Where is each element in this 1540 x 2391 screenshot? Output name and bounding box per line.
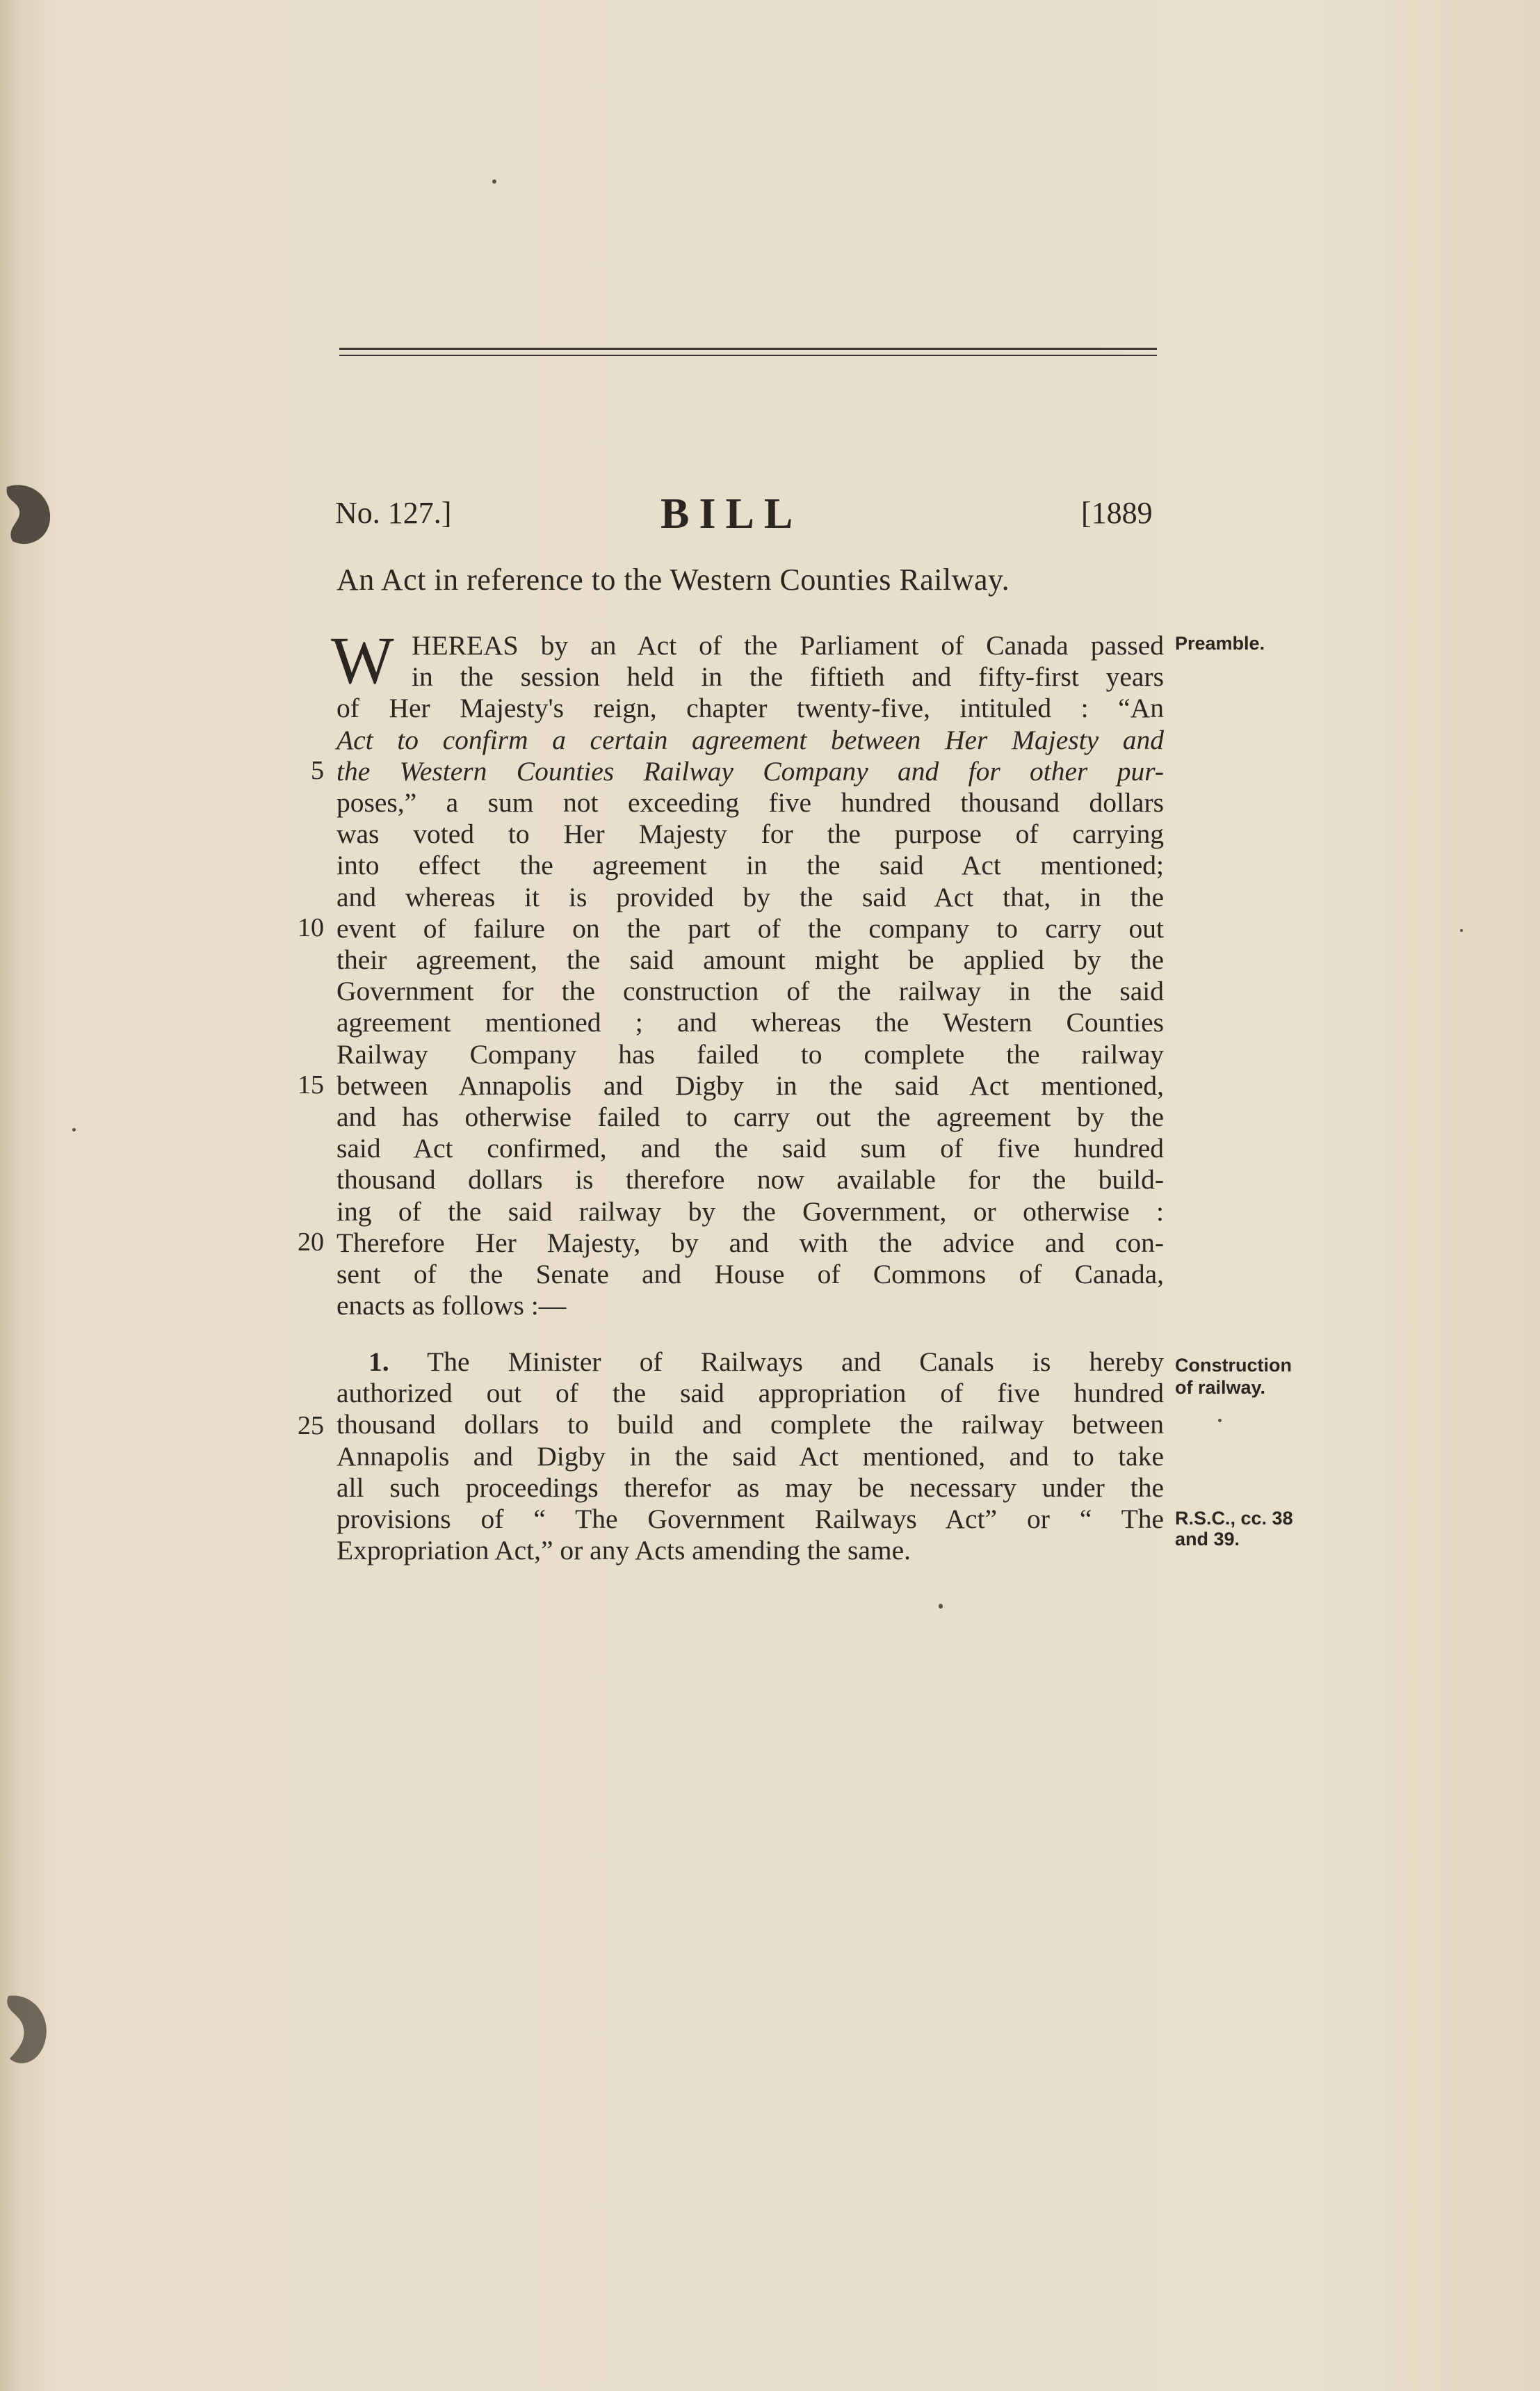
section-number: 1. <box>368 1346 389 1377</box>
binding-hole-mark <box>0 473 63 556</box>
section-line: Annapolis and Digby in the said Act mentioned, and to take <box>337 1440 1164 1472</box>
preamble-line: and has otherwise failed to carry out the agreement by the <box>337 1102 1164 1133</box>
margin-note-construction-2: of railway. <box>1175 1377 1266 1398</box>
paper-speck <box>1460 929 1463 932</box>
section-1-text <box>337 1346 1164 1566</box>
paper-speck <box>1218 1419 1222 1422</box>
preamble-line: was voted to Her Majesty for the purpose of carrying <box>337 819 1164 850</box>
margin-note-preamble: Preamble. <box>1175 633 1265 654</box>
act-subtitle: An Act in reference to the Western Counties Railway. <box>337 563 1010 597</box>
section-line <box>337 1346 1164 1378</box>
preamble-line: ing of the said railway by the Government, or otherwise : <box>337 1196 1164 1227</box>
paper-speck <box>72 1128 76 1132</box>
preamble-line: their agreement, the said amount might be applied by the <box>337 944 1164 976</box>
preamble-line: and whereas it is provided by the said Act that, in the <box>337 881 1164 912</box>
preamble-text <box>337 630 1164 1321</box>
preamble-line: sent of the Senate and House of Commons of Canada, <box>337 1259 1164 1290</box>
section-line: authorized out of the said appropriation of five hundred <box>337 1378 1164 1409</box>
dropcap-letter: W <box>331 623 394 698</box>
margin-note-rsc-2: and 39. <box>1175 1529 1240 1549</box>
paper-speck <box>939 1604 943 1609</box>
line-number: 5 <box>311 756 324 785</box>
line-number: 15 <box>298 1070 324 1100</box>
line-number: 25 <box>298 1411 324 1440</box>
margin-note-construction: Construction <box>1175 1355 1292 1376</box>
section-line: all such proceedings therefor as may be necessary under the <box>337 1472 1164 1503</box>
bill-number: No. 127.] <box>335 496 452 530</box>
preamble-line: Railway Company has failed to complete the railway <box>337 1038 1164 1070</box>
preamble-line <box>337 693 1164 724</box>
preamble-line: Government for the construction of the railway in the said <box>337 976 1164 1007</box>
header-rule-bottom <box>339 355 1157 356</box>
preamble-line: Therefore Her Majesty, by and with the advice and con- <box>337 1227 1164 1258</box>
preamble-line-part: of Her Majesty's reign, chapter twenty-five, intituled : “An <box>337 693 1164 724</box>
preamble-line: event of failure on the part of the company to carry out <box>337 912 1164 944</box>
section-line-part: The Minister of Railways and Canals is hereby <box>427 1346 1164 1377</box>
paper-speck <box>492 179 496 184</box>
preamble-line: between Annapolis and Digby in the said Act mentioned, <box>337 1070 1164 1101</box>
binding-hole-mark <box>0 1982 63 2079</box>
preamble-line: thousand dollars is therefore now available for the build- <box>337 1164 1164 1196</box>
section-line: provisions of “ The Government Railways Act” or “ The <box>337 1504 1164 1535</box>
preamble-line: enacts as follows :— <box>337 1290 567 1321</box>
preamble-line: HEREAS by an Act of the Parliament of Canada passed <box>412 630 1164 661</box>
section-line: Expropriation Act,” or any Acts amending the same. <box>337 1535 911 1566</box>
preamble-line: into effect the agreement in the said Act mentioned; <box>337 850 1164 881</box>
line-number: 20 <box>298 1227 324 1257</box>
margin-note-rsc: R.S.C., cc. 38 <box>1175 1508 1293 1529</box>
preamble-line: in the session held in the fiftieth and fifty-first years <box>412 661 1164 693</box>
preamble-line: Act to confirm a certain agreement between Her Majesty and <box>337 724 1164 755</box>
line-number: 10 <box>298 913 324 942</box>
header-rule-top <box>339 348 1157 350</box>
preamble-line: the Western Counties Railway Company and for other pur- <box>337 755 1164 787</box>
section-line: thousand dollars to build and complete the railway between <box>337 1409 1164 1440</box>
bill-title: BILL <box>660 490 803 538</box>
bill-year: [1889 <box>1081 496 1153 530</box>
preamble-line: poses,” a sum not exceeding five hundred thousand dollars <box>337 787 1164 819</box>
preamble-line: agreement mentioned ; and whereas the Western Counties <box>337 1007 1164 1038</box>
preamble-line: said Act confirmed, and the said sum of five hundred <box>337 1133 1164 1164</box>
